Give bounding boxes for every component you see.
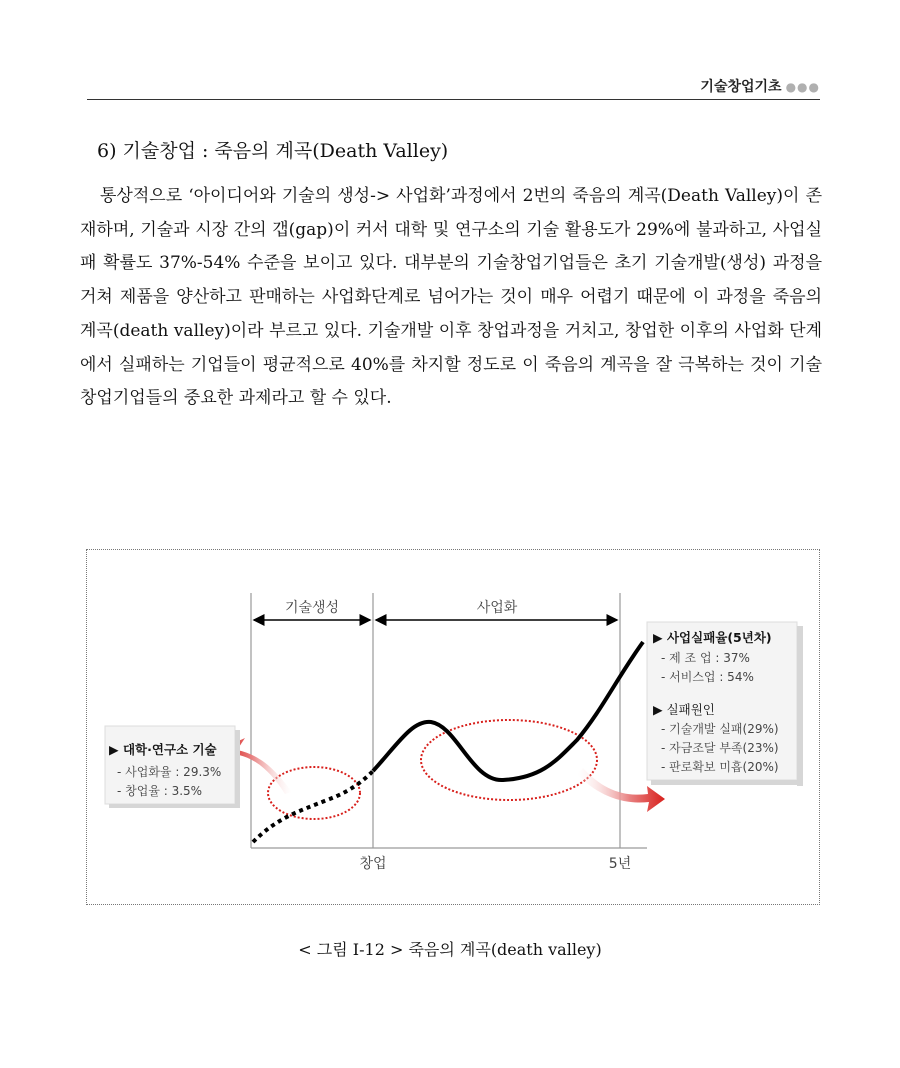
left-info-box [105,726,240,808]
right-box-title-2: ▶ 실패원인 [653,702,715,717]
right-box-line-4: - 자금조달 부족(23%) [661,741,779,755]
right-box-line-5: - 판로확보 미흡(20%) [661,760,779,774]
phase-label-tech: 기술생성 [284,600,340,616]
right-info-box [647,622,803,786]
section-title: 6) 기술창업 : 죽음의 계곡(Death Valley) [97,140,449,162]
right-box-line-3: - 기술개발 실패(29%) [661,722,779,736]
left-box-line-2: - 창업율 : 3.5% [117,784,203,798]
header-dots: ●●● [785,80,820,94]
header-title: 기술창업기초 [700,79,782,95]
figure-caption: < 그림 Ⅰ-12 > 죽음의 계곡(death valley) [298,940,602,959]
right-box-line-2: - 서비스업 : 54% [661,670,754,684]
header-rule [87,99,820,100]
axis-label-founding: 창업 [359,856,387,872]
right-box-line-1: - 제 조 업 : 37% [661,651,750,665]
curve-main [373,642,643,780]
left-box-title: ▶ 대학·연구소 기술 [109,742,217,757]
running-header [87,76,820,96]
death-valley-figure [86,549,820,905]
body-paragraph: 통상적으로 ‘아이디어와 기술의 생성-> 사업화’과정에서 2번의 죽음의 계곡(Death Valley)이 존재하며, 기술과 시장 간의 갭(gap)이 커서 대학 및 연구소의 기술 활용도가 29%에 불과하고, 사업실패 확률도 37%-54% 수준을 보이고 있다. 대부분의 기술창업기업들은 초기 기술개발(생성) 과정을 거쳐 제품을 양산하고 판매하는 사업화단계로 넘어가는 것이 매우 어렵기 때문에 이 과정을 죽음의 계곡(death valley)이라 부르고 있다. 기술개발 이후 창업과정을 거치고, 창업한 이후의 사업화 단계에서 실패하는 기업들이 평균적으로 40%를 차지할 정도로 이 죽음의 계곡을 잘 극복하는 것이 기술창업기업들의 중요한 과제라고 할 수 있다. [80,186,822,409]
axis-label-five-years: 5년 [608,856,632,872]
left-box-line-1: - 사업화율 : 29.3% [117,765,222,779]
phase-label-biz: 사업화 [476,600,518,616]
death-valley-diagram [87,550,821,906]
right-box-title-1: ▶ 사업실패율(5년차) [653,630,772,645]
